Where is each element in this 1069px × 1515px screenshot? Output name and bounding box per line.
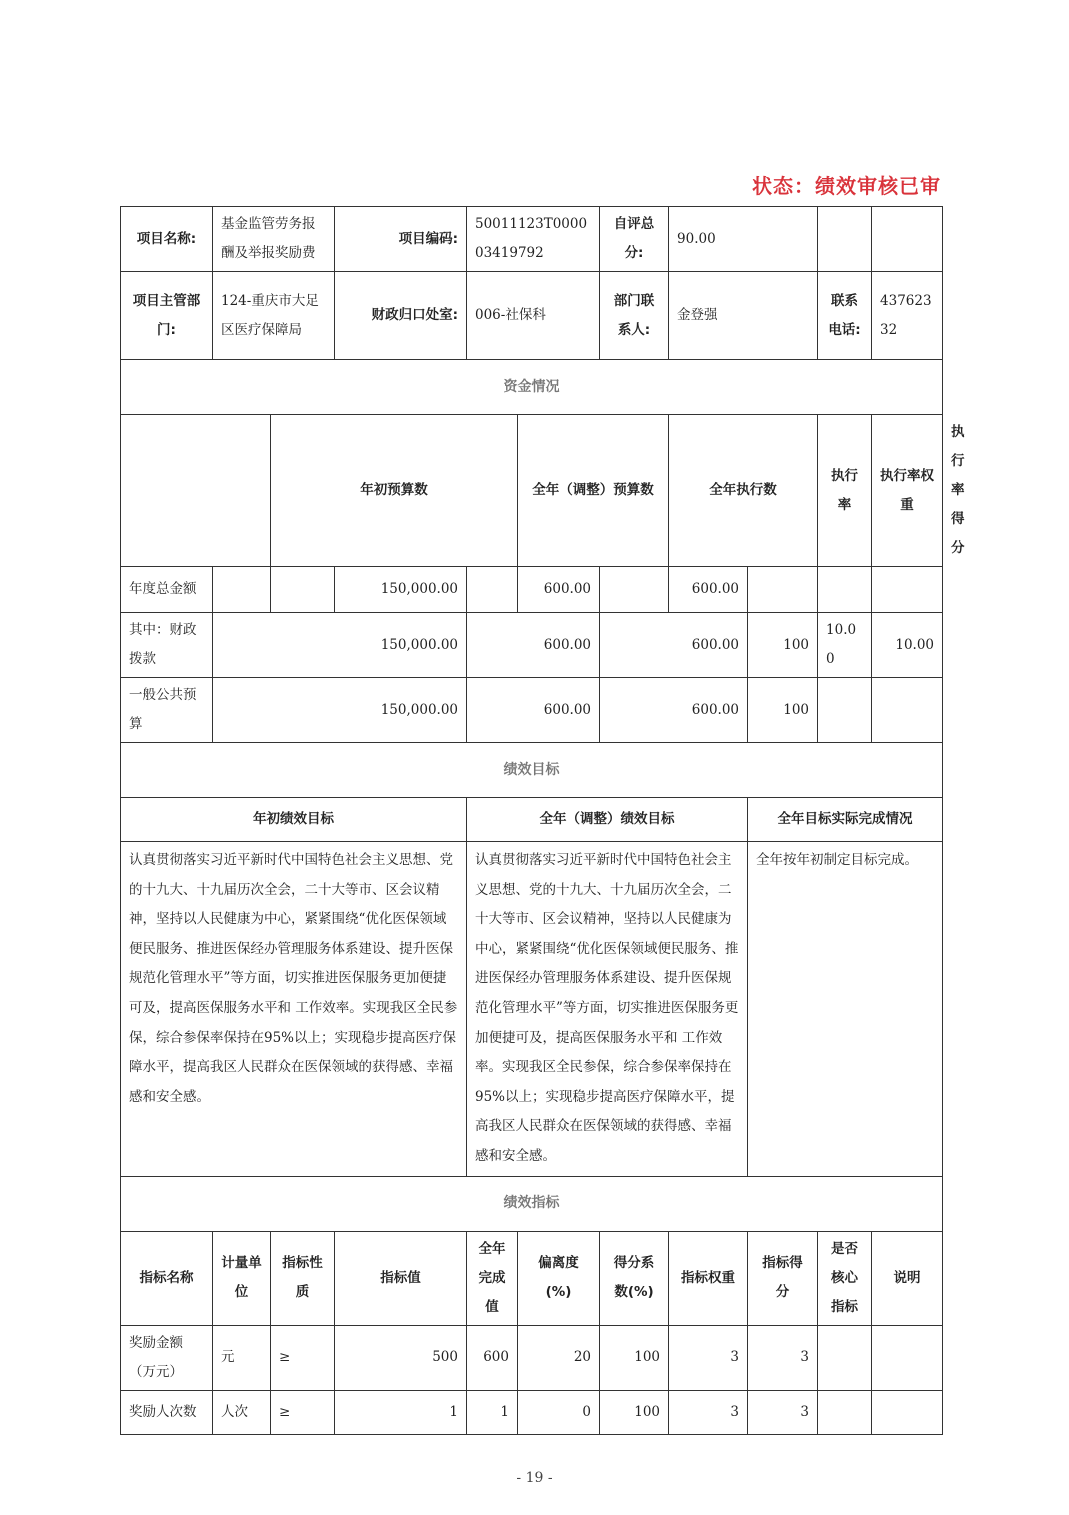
ind-nature: ≥ xyxy=(271,1325,335,1390)
funds-adjusted-value: 600.00 xyxy=(518,567,600,613)
ind-header-value: 指标值 xyxy=(335,1231,467,1325)
funds-weight-value: 10.00 xyxy=(818,613,872,678)
ind-completed: 600 xyxy=(467,1325,518,1390)
header-row-dept xyxy=(121,272,943,360)
ind-weight: 3 xyxy=(669,1390,748,1434)
ind-coef: 100 xyxy=(600,1325,669,1390)
ind-note xyxy=(872,1325,943,1390)
ind-header-core: 是否核心指标 xyxy=(818,1231,872,1325)
funds-executed-value: 600.00 xyxy=(600,678,748,743)
ind-header-weight: 指标权重 xyxy=(669,1231,748,1325)
funds-rate-value xyxy=(748,567,818,613)
funds-section-row xyxy=(121,360,943,415)
ind-deviation: 20 xyxy=(518,1325,600,1390)
funds-initial-value: 150,000.00 xyxy=(213,678,467,743)
goals-section-row xyxy=(121,743,943,798)
self-score-label: 自评总分: xyxy=(600,207,669,272)
funds-rate-value: 100 xyxy=(748,613,818,678)
goals-adjusted-text: 认真贯彻落实习近平新时代中国特色社会主义思想、党的十九大、十九届历次全会，二十大等市、区会议精神，坚持以人民健康为中心，紧紧围绕“优化医保领域便民服务、推进医保经办管理服务体系建设、提升医保规范化管理水平”等方面，切实推进医保服务更加便捷可及，提高医保服务水平和 工作效率。实现我区全民参保，综合参保率保持在95%以上；实现稳步提高医疗保障水平，提高我区人民群众在医保领域的获得感、幸福感和安全感。 xyxy=(467,842,748,1177)
funds-initial-value: 150,000.00 xyxy=(213,613,467,678)
funds-section-title: 资金情况 xyxy=(121,360,943,415)
goals-header-row xyxy=(121,798,943,842)
goals-header-actual: 全年目标实际完成情况 xyxy=(748,798,943,842)
evaluation-table xyxy=(120,206,965,1435)
dept-label: 项目主管部门: xyxy=(121,272,213,360)
funds-initial-value: 150,000.00 xyxy=(335,567,467,613)
funds-row-total xyxy=(121,567,943,613)
goals-initial-text: 认真贯彻落实习近平新时代中国特色社会主义思想、党的十九大、十九届历次全会，二十大等市、区会议精神，坚持以人民健康为中心，紧紧围绕“优化医保领域便民服务、推进医保经办管理服务体系建设、提升医保规范化管理水平”等方面，切实推进医保服务更加便捷可及，提高医保服务水平和 工作效率。实现我区全民参保，综合参保率保持在95%以上；实现稳步提高医疗保障水平，提高我区人民群众在医保领域的获得感、幸福感和安全感。 xyxy=(121,842,467,1177)
funds-executed-value: 600.00 xyxy=(600,613,748,678)
indicators-section-row xyxy=(121,1176,943,1231)
funds-score-value xyxy=(872,678,943,743)
indicators-header-row xyxy=(121,1231,943,1325)
funds-row-label: 一般公共预算 xyxy=(121,678,213,743)
ind-header-score: 指标得分 xyxy=(748,1231,818,1325)
goals-header-initial: 年初绩效目标 xyxy=(121,798,467,842)
ind-header-unit: 计量单位 xyxy=(213,1231,271,1325)
ind-nature: ≥ xyxy=(271,1390,335,1434)
ind-header-completed: 全年完成值 xyxy=(467,1231,518,1325)
funds-row-label: 其中：财政拨款 xyxy=(121,613,213,678)
funds-row-label: 年度总金额 xyxy=(121,567,213,613)
ind-score: 3 xyxy=(748,1325,818,1390)
project-name-label: 项目名称: xyxy=(121,207,213,272)
funds-rate-value: 100 xyxy=(748,678,818,743)
finance-value: 006-社保科 xyxy=(467,272,600,360)
goals-header-adjusted: 全年（调整）绩效目标 xyxy=(467,798,748,842)
ind-note xyxy=(872,1390,943,1434)
goals-actual-text: 全年按年初制定目标完成。 xyxy=(748,842,943,1177)
funds-header-rate: 执行率 xyxy=(818,415,872,567)
funds-header-weight: 执行率权重 xyxy=(872,415,943,567)
finance-label: 财政归口处室: xyxy=(335,272,467,360)
ind-name: 奖励人次数 xyxy=(121,1390,213,1434)
ind-name: 奖励金额（万元） xyxy=(121,1325,213,1390)
funds-executed-value: 600.00 xyxy=(669,567,748,613)
ind-completed: 1 xyxy=(467,1390,518,1434)
funds-weight-value xyxy=(818,678,872,743)
ind-value: 1 xyxy=(335,1390,467,1434)
funds-score-value: 10.00 xyxy=(872,613,943,678)
dept-value: 124-重庆市大足区医疗保障局 xyxy=(213,272,335,360)
indicators-section-title: 绩效指标 xyxy=(121,1176,943,1231)
project-code: 50011123T000003419792 xyxy=(467,207,600,272)
funds-score-value xyxy=(872,567,943,613)
funds-row-fiscal xyxy=(121,613,943,678)
ind-value: 500 xyxy=(335,1325,467,1390)
ind-header-note: 说明 xyxy=(872,1231,943,1325)
contact-value: 金登强 xyxy=(669,272,818,360)
project-name: 基金监管劳务报酬及举报奖励费 xyxy=(213,207,335,272)
indicator-row xyxy=(121,1325,943,1390)
ind-unit: 元 xyxy=(213,1325,271,1390)
ind-header-nature: 指标性质 xyxy=(271,1231,335,1325)
funds-adjusted-value: 600.00 xyxy=(467,678,600,743)
self-score: 90.00 xyxy=(669,207,818,272)
project-code-label: 项目编码: xyxy=(335,207,467,272)
phone-label: 联系电话: xyxy=(818,272,872,360)
goals-section-title: 绩效目标 xyxy=(121,743,943,798)
ind-core xyxy=(818,1325,872,1390)
indicator-row xyxy=(121,1390,943,1434)
funds-header-adjusted: 全年（调整）预算数 xyxy=(518,415,669,567)
page-number: - 19 - xyxy=(516,1470,553,1486)
ind-core xyxy=(818,1390,872,1434)
funds-header-row: 年初预算数 全年（调整）预算数 全年执行数 执行率 执行率权重 执行率得分 xyxy=(121,415,943,567)
ind-score: 3 xyxy=(748,1390,818,1434)
contact-label: 部门联系人: xyxy=(600,272,669,360)
goals-content-row xyxy=(121,842,943,1177)
funds-weight-value xyxy=(818,567,872,613)
funds-adjusted-value: 600.00 xyxy=(467,613,600,678)
ind-weight: 3 xyxy=(669,1325,748,1390)
funds-header-executed: 全年执行数 xyxy=(669,415,818,567)
status-label: 状态：绩效审核已审 xyxy=(752,174,941,198)
ind-header-coef: 得分系数(%) xyxy=(600,1231,669,1325)
header-row-project xyxy=(121,207,943,272)
ind-header-name: 指标名称 xyxy=(121,1231,213,1325)
ind-coef: 100 xyxy=(600,1390,669,1434)
ind-header-deviation: 偏离度(%) xyxy=(518,1231,600,1325)
ind-unit: 人次 xyxy=(213,1390,271,1434)
funds-header-initial: 年初预算数 xyxy=(271,415,518,567)
funds-row-public xyxy=(121,678,943,743)
phone-value: 43762332 xyxy=(872,272,943,360)
ind-deviation: 0 xyxy=(518,1390,600,1434)
